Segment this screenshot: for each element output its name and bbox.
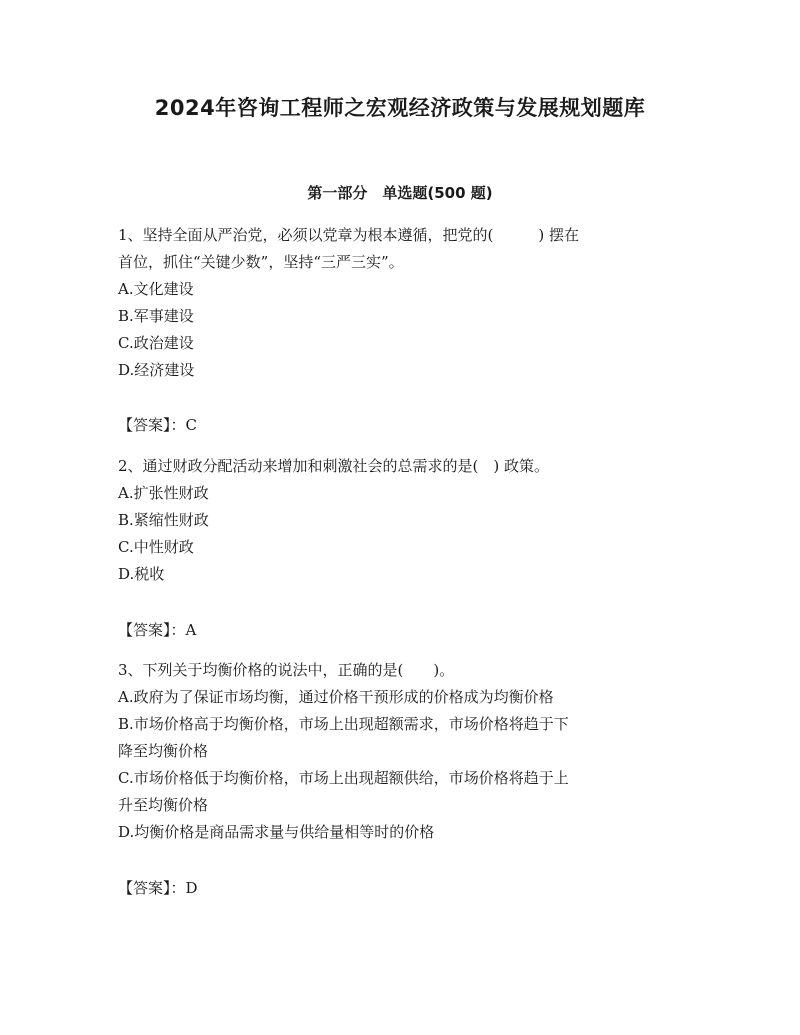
option-c: C.政治建设 [118,334,194,352]
option-b: B.军事建设 [118,307,194,325]
question-2 [118,453,684,588]
answer-1 [118,412,684,439]
option-a: A.政府为了保证市场均衡，通过价格干预形成的价格成为均衡价格 [118,688,554,706]
question-stem-line: 首位，抓住“关键少数”，坚持“三严三实”。 [118,253,404,271]
option-b: B.紧缩性财政 [118,511,209,529]
option-b: B.市场价格高于均衡价格，市场上出现超额需求，市场价格将趋于下 [118,715,569,733]
option-b-continued: 降至均衡价格 [118,742,209,760]
answer-text: 【答案】：D [118,879,198,897]
question-3 [118,657,684,846]
option-c-continued: 升至均衡价格 [118,796,209,814]
question-stem-line: 2、通过财政分配活动来增加和刺激社会的总需求的是( ) 政策。 [118,457,550,475]
question-1 [118,222,684,384]
answer-text: 【答案】：A [118,621,197,639]
answer-2 [118,617,684,644]
question-stem-line: 3、下列关于均衡价格的说法中，正确的是( )。 [118,661,455,679]
option-a: A.扩张性财政 [118,484,209,502]
option-a: A.文化建设 [118,280,194,298]
answer-text: 【答案】：C [118,416,197,434]
answer-3 [118,875,684,902]
section-heading: 第一部分 单选题(500 题) [307,184,493,202]
question-stem-line: 1、坚持全面从严治党，必须以党章为根本遵循，把党的( ) 摆在 [118,226,580,244]
document-title: 2024年咨询工程师之宏观经济政策与发展规划题库 [154,96,646,120]
option-c: C.市场价格低于均衡价格，市场上出现超额供给，市场价格将趋于上 [118,769,569,787]
option-d: D.均衡价格是商品需求量与供给量相等时的价格 [118,823,435,841]
option-d: D.经济建设 [118,361,195,379]
option-c: C.中性财政 [118,538,194,556]
option-d: D.税收 [118,565,165,583]
